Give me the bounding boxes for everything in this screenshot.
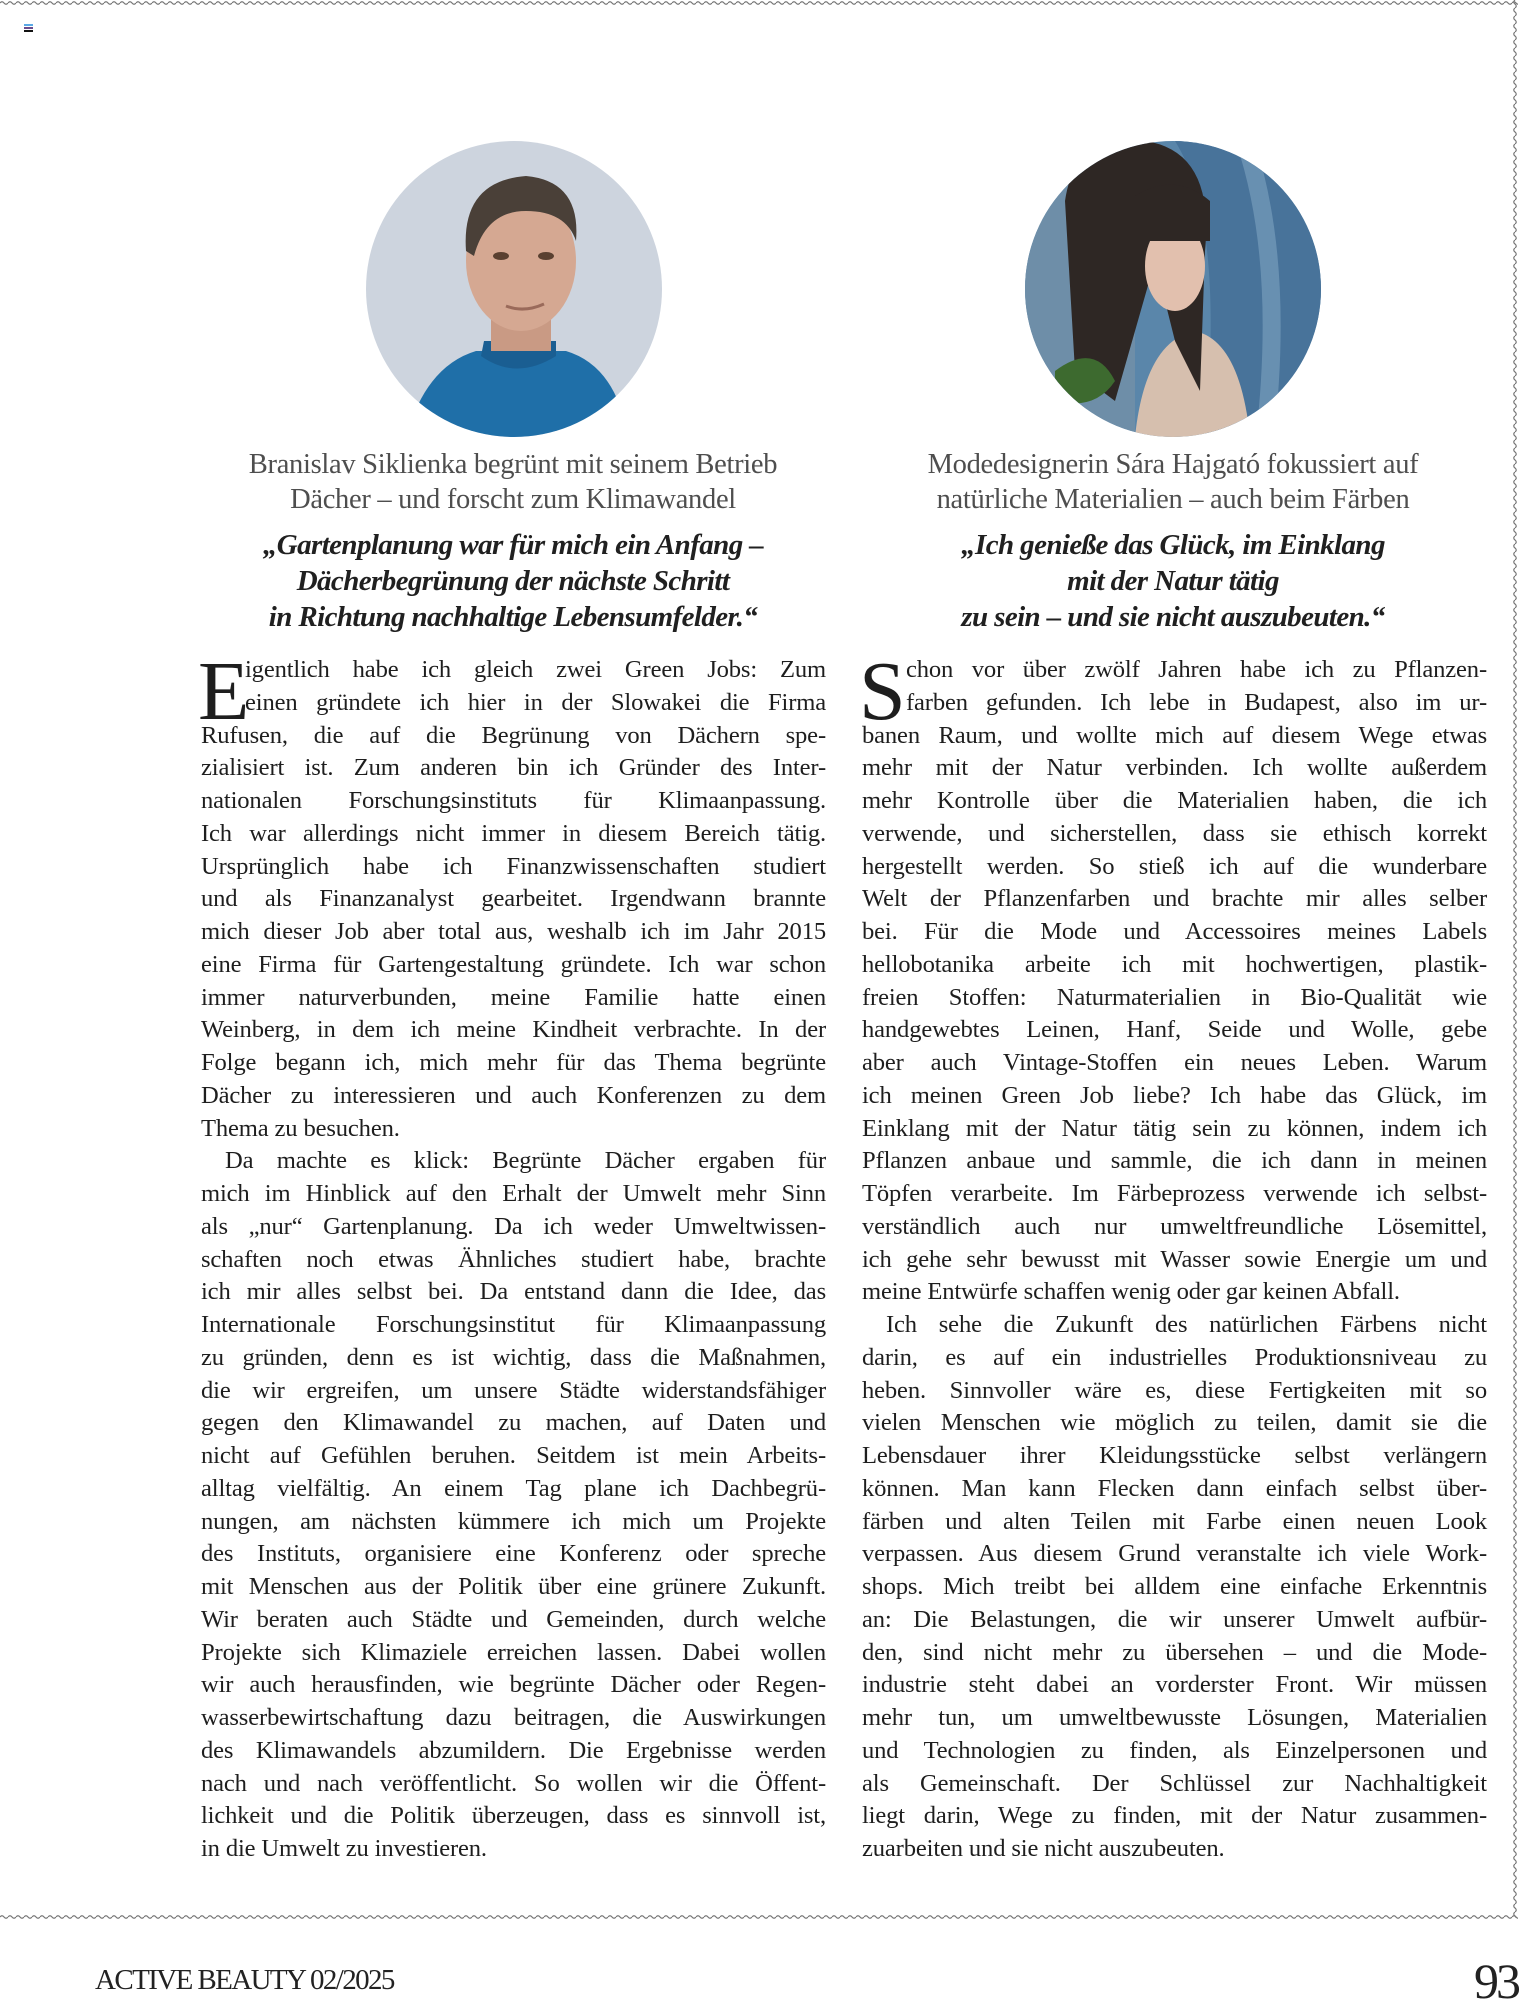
body-text-line: zialisiert ist. Zum anderen bin ich Gründer des Inter- <box>201 754 826 782</box>
body-text-line: Einklang mit der Natur tätig sein zu können, indem ich <box>862 1114 1487 1142</box>
page-number: 93 <box>1474 1953 1518 2009</box>
caption-line: natürliche Materialien – auch beim Färben <box>936 484 1410 515</box>
body-text-line: igentlich habe ich gleich zwei Green Jobs: Zum <box>245 656 826 683</box>
body-text-line: industrie steht dabei an vorderster Front. Wir müssen <box>862 1671 1487 1699</box>
body-text-line: ich gehe sehr bewusst mit Wasser sowie Energie um und <box>862 1245 1487 1273</box>
body-text-line: mehr mit der Natur verbinden. Ich wollte außerdem <box>862 754 1487 782</box>
body-text-line: als Gemeinschaft. Der Schlüssel zur Nachhaltigkeit <box>862 1769 1487 1797</box>
body-text-line: freien Stoffen: Naturmaterialien in Bio-Qualität wie <box>862 983 1487 1011</box>
body-text-line: verwende, und sicherstellen, dass sie ethisch korrekt <box>862 819 1487 847</box>
body-text-line: färben und alten Teilen mit Farbe einen neuen Look <box>862 1507 1487 1535</box>
body-text-line: und Technologien zu finden, als Einzelpersonen und <box>862 1736 1487 1764</box>
body-text-line: mich dieser Job aber total aus, weshalb ich im Jahr 2015 <box>201 918 826 945</box>
article-column-left <box>198 645 826 1866</box>
body-text-line: Ich sehe die Zukunft des natürlichen Färbens nicht <box>886 1311 1487 1338</box>
color-bar-icon <box>24 24 33 34</box>
quote-line: „Gartenplanung war für mich ein Anfang – <box>262 529 764 561</box>
quote-line: Dächerbegrünung der nächste Schritt <box>296 565 730 597</box>
body-text-line: wasserbewirtschaftung dazu beitragen, die Auswirkungen <box>201 1704 826 1731</box>
drop-cap: S <box>859 645 906 738</box>
quote-line: „Ich genieße das Glück, im Einklang <box>961 529 1385 561</box>
body-text-line: aber auch Vintage-Stoffen ein neues Leben. Warum <box>862 1049 1487 1076</box>
body-text-line: eine Firma für Gartengestaltung gründete. Ich war schon <box>201 950 826 978</box>
body-text-line: verständlich auch nur umweltfreundliche Lösemittel, <box>862 1212 1487 1240</box>
body-text-line: Wir beraten auch Städte und Gemeinden, durch welche <box>201 1605 826 1633</box>
body-text-line: Folge begann ich, mich mehr für das Thema begrünte <box>201 1049 826 1076</box>
caption-line: Branislav Siklienka begrünt mit seinem Betrieb <box>248 449 778 480</box>
body-text-line: als „nur“ Gartenplanung. Da ich weder Umweltwissen- <box>201 1212 826 1240</box>
body-text-line: farben gefunden. Ich lebe in Budapest, also im ur- <box>906 688 1487 716</box>
body-text-line: Projekte sich Klimaziele erreichen lassen. Dabei wollen <box>201 1638 826 1666</box>
body-text-line: gegen den Klimawandel zu machen, auf Daten und <box>201 1409 826 1437</box>
body-text-line: banen Raum, und wollte mich auf diesem Wege etwas <box>862 721 1487 749</box>
body-text-line: shops. Mich treibt bei alldem eine einfache Erkenntnis <box>862 1573 1487 1600</box>
caption-left <box>183 447 843 517</box>
body-text-line: Thema zu besuchen. <box>201 1114 400 1142</box>
body-text-line: alltag vielfältig. An einem Tag plane ich Dachbegrü- <box>201 1474 826 1502</box>
body-text-line: Ursprünglich habe ich Finanzwissenschaften studiert <box>201 852 826 880</box>
quote-line: zu sein – und sie nicht auszubeuten.“ <box>961 601 1385 633</box>
body-text-line: in die Umwelt zu investieren. <box>201 1835 487 1862</box>
body-text-line: hergestellt werden. So stieß ich auf die wunderbare <box>862 852 1487 880</box>
body-text-line: heben. Sinnvoller wäre es, diese Fertigkeiten mit so <box>862 1376 1487 1404</box>
body-text-line: handgewebtes Leinen, Hanf, Seide und Wolle, gebe <box>862 1016 1487 1044</box>
body-text-line: Lebensdauer ihrer Kleidungsstücke selbst verlängern <box>862 1442 1487 1469</box>
body-text-line: des Instituts, organisiere eine Konferenz oder spreche <box>201 1540 826 1568</box>
drop-cap: E <box>198 645 250 738</box>
body-text-line: nationalen Forschungsinstituts für Klimaanpassung. <box>201 787 826 814</box>
body-text-line: verpassen. Aus diesem Grund veranstalte ich viele Work- <box>862 1540 1487 1568</box>
body-text-line: ich meinen Green Job liebe? Ich habe das Glück, im <box>862 1081 1487 1109</box>
body-text-line: nungen, am nächsten kümmere ich mich um Projekte <box>201 1507 826 1535</box>
body-text-line: vielen Menschen wie möglich zu teilen, damit sie die <box>862 1409 1487 1437</box>
body-text-line: mit Menschen aus der Politik über eine grünere Zukunft. <box>201 1573 826 1600</box>
pull-quote-left <box>183 527 843 635</box>
body-text-line: Töpfen verarbeite. Im Färbeprozess verwende ich selbst- <box>862 1180 1487 1207</box>
body-text-line: zu gründen, denn es ist wichtig, dass die Maßnahmen, <box>201 1343 826 1371</box>
quote-line: mit der Natur tätig <box>1067 565 1279 597</box>
body-text-line: Da machte es klick: Begrünte Dächer ergaben für <box>225 1147 826 1175</box>
caption-line: Modedesignerin Sára Hajgató fokussiert auf <box>927 449 1419 480</box>
caption-line: Dächer – und forscht zum Klimawandel <box>290 484 736 515</box>
body-text-line: und als Finanzanalyst gearbeitet. Irgendwann brannte <box>201 885 826 913</box>
body-text-line: chon vor über zwölf Jahren habe ich zu Pflanzen- <box>906 656 1487 683</box>
body-text-line: können. Man kann Flecken dann einfach selbst über- <box>862 1474 1487 1502</box>
body-text-line: darin, es auf ein industrielles Produktionsniveau zu <box>862 1343 1487 1371</box>
publication-footer: ACTIVE BEAUTY 02/2025 <box>95 1964 394 1996</box>
body-text-line: Dächer zu interessieren und auch Konferenzen zu dem <box>201 1081 826 1109</box>
body-text-line: lichkeit und die Politik überzeugen, dass es sinnvoll ist, <box>201 1802 826 1830</box>
body-text-line: mich im Hinblick auf den Erhalt der Umwelt mehr Sinn <box>201 1180 826 1207</box>
body-text-line: ich mir alles selbst bei. Da entstand dann die Idee, das <box>201 1278 826 1306</box>
body-text-line: Pflanzen anbaue und sammle, die ich dann in meinen <box>862 1147 1487 1175</box>
body-text-line: mehr Kontrolle über die Materialien haben, die ich <box>862 787 1487 814</box>
body-text-line: liegt darin, Wege zu finden, mit der Natur zusammen- <box>862 1802 1487 1830</box>
body-text-line: meine Entwürfe schaffen wenig oder gar keinen Abfall. <box>862 1278 1400 1306</box>
body-text-line: des Klimawandels abzumildern. Die Ergebnisse werden <box>201 1736 826 1764</box>
body-text-line: den, sind nicht mehr zu übersehen – und die Mode- <box>862 1638 1487 1666</box>
body-text-line: nach und nach veröffentlicht. So wollen wir die Öffent- <box>201 1769 826 1797</box>
body-text-line: Ich war allerdings nicht immer in diesem Bereich tätig. <box>201 819 826 847</box>
body-text-line: wir auch herausfinden, wie begrünte Dächer oder Regen- <box>201 1671 826 1699</box>
body-text-line: Rufusen, die auf die Begrünung von Dächern spe- <box>201 721 826 749</box>
body-text-line: mehr tun, um umweltbewusste Lösungen, Materialien <box>862 1704 1487 1731</box>
quote-line: in Richtung nachhaltige Lebensumfelder.“ <box>268 601 758 633</box>
portrait-sara-hajgato <box>1025 141 1321 437</box>
body-text-line: die wir ergreifen, um unsere Städte widerstandsfähiger <box>201 1376 826 1404</box>
body-text-line: Weinberg, in dem ich meine Kindheit verbrachte. In der <box>201 1016 826 1044</box>
body-text-line: hellobotanika arbeite ich mit hochwertigen, plastik- <box>862 950 1487 978</box>
body-text-line: immer naturverbunden, meine Familie hatte einen <box>201 983 826 1011</box>
article-column-right <box>859 645 1487 1866</box>
body-text-line: schaften noch etwas Ähnliches studiert habe, brachte <box>201 1245 826 1273</box>
body-text-line: Welt der Pflanzenfarben und brachte mir alles selber <box>862 885 1487 913</box>
body-text-line: bei. Für die Mode und Accessoires meines Labels <box>862 918 1487 945</box>
body-text-line: nicht auf Gefühlen beruhen. Seitdem ist mein Arbeits- <box>201 1442 826 1469</box>
portrait-branislav-siklienka <box>366 141 662 437</box>
body-text-line: Internationale Forschungsinstitut für Klimaanpassung <box>201 1311 826 1338</box>
body-text-line: zuarbeiten und sie nicht auszubeuten. <box>862 1835 1225 1862</box>
caption-right <box>843 447 1503 517</box>
pull-quote-right <box>843 527 1503 635</box>
body-text-line: einen gründete ich hier in der Slowakei die Firma <box>245 688 826 716</box>
body-text-line: an: Die Belastungen, die wir unserer Umwelt aufbür- <box>862 1605 1487 1633</box>
